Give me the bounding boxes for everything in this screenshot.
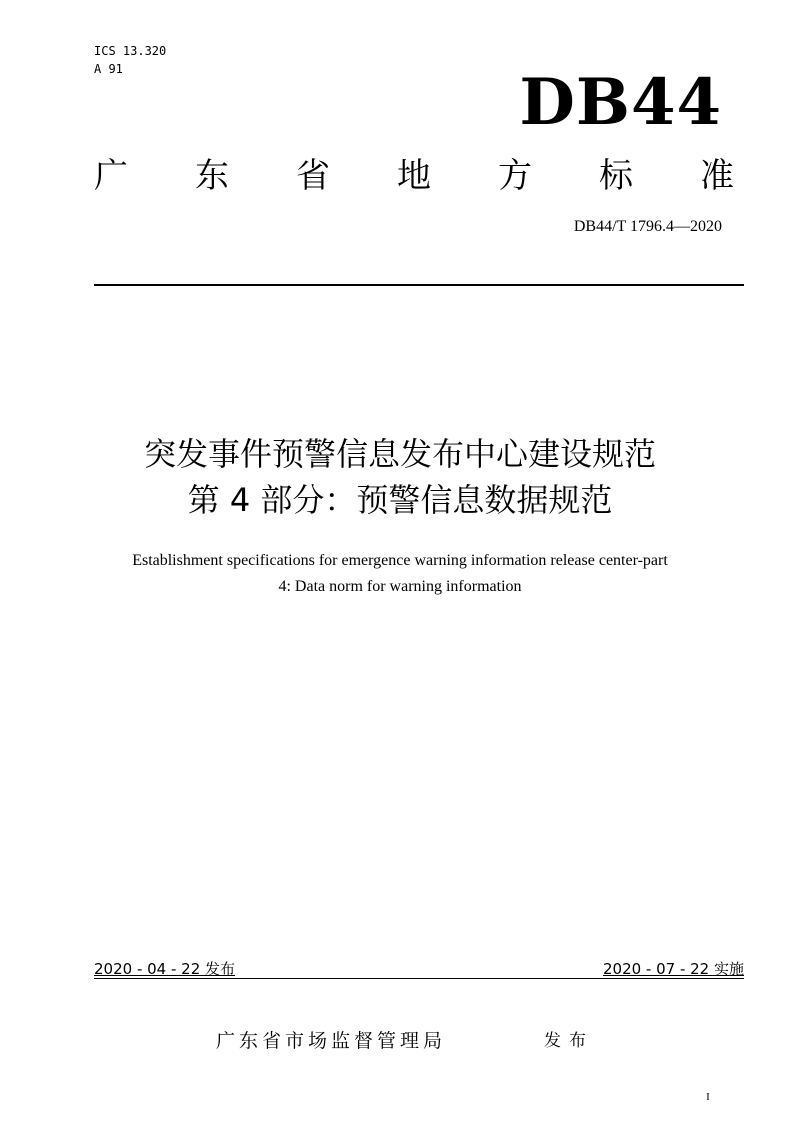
publisher-name: 广东省市场监督管理局 xyxy=(216,1030,447,1052)
standard-type-char: 东 xyxy=(195,156,229,196)
ccs-code: A 91 xyxy=(94,62,123,76)
issue-date: 2020 - 04 - 22 发布 xyxy=(94,960,236,978)
standard-type-char: 标 xyxy=(599,156,633,196)
title-cn-line1: 突发事件预警信息发布中心建设规范 xyxy=(143,435,656,473)
standard-number: DB44/T 1796.4—2020 xyxy=(573,218,722,235)
standard-type-char: 地 xyxy=(397,156,431,196)
standard-type-char: 方 xyxy=(498,156,532,196)
standard-type-heading xyxy=(94,154,734,198)
title-en-line2: 4: Data norm for warning information xyxy=(278,578,522,595)
publish-label: 发布 xyxy=(544,1031,594,1051)
standard-type-char: 准 xyxy=(700,156,734,196)
header-divider xyxy=(94,284,744,286)
title-cn-line2: 第 4 部分：预警信息数据规范 xyxy=(187,481,613,519)
standard-type-char: 省 xyxy=(296,156,330,196)
implementation-date: 2020 - 07 - 22 实施 xyxy=(602,960,744,978)
standard-type-char: 广 xyxy=(94,156,128,196)
page-number: I xyxy=(706,1091,710,1103)
footer-divider xyxy=(94,978,744,979)
ics-code: ICS 13.320 xyxy=(94,44,167,58)
title-en-line1: Establishment specifications for emergence warning information release center-part xyxy=(132,552,668,569)
standard-code-logo: DB44 xyxy=(519,65,722,140)
classification-codes xyxy=(94,42,166,78)
